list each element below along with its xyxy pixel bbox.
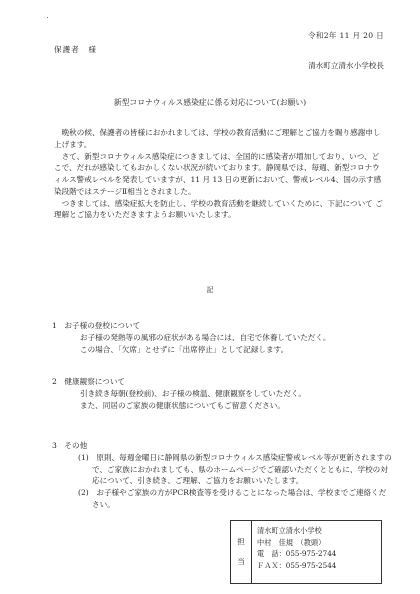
ki-heading: 記 — [206, 286, 214, 294]
body-paragraph: 晩秋の候、保護者の皆様におかれましては、学校の教育活動にご理解とご協力を賜り感謝申し上げます。 — [54, 128, 381, 149]
other-item: (1) 原則、毎週金曜日に静岡県の新型コロナウィルス感染症警戒レベル等が更新されますので、ご家族におかれましても、県のホームページでご確認いただくとともに、学校の対応について、引き続き、ご理解、ご協力をお願いいたします。 — [78, 452, 392, 486]
section-attendance — [52, 320, 392, 355]
body-text — [54, 127, 386, 221]
other-item: (2) お子様やご家族の方がPCR検査等を受けることになった場合は、学校までご連絡ください。 — [78, 488, 387, 509]
recipient: 保護者 様 — [54, 45, 97, 54]
section-line: また、同居のご家族の健康状態についてもご留意ください。 — [80, 400, 285, 410]
section-line: 引き続き毎朝(登校前)、お子様の検温、健康観察をしていただく。 — [80, 388, 306, 398]
document-title: 新型コロナウィルス感染症に係る対応について(お願い) — [113, 98, 307, 107]
scan-speck — [47, 17, 48, 18]
contact-label-bottom: 当 — [237, 557, 245, 566]
issue-date: 令和2年 11 月 20 日 — [308, 31, 384, 40]
contact-phone: 電 話：055-975-2744 — [257, 549, 337, 559]
contact-label-top: 担 — [237, 537, 245, 547]
body-paragraph: さて、新型コロナウィルス感染症につきましては、全国的に感染者が増加しており、いつ、どこで、だれが感染してもおかしくない状況が続いております。静岡県では、毎週、新型コロナウィルス警戒レベルを発表していますが、11 月 13 日の更新において、警戒レベル4、国の示す感染段階ではステージⅡ相当とされました。 — [54, 151, 382, 196]
section-health-check — [52, 376, 392, 411]
section-heading: 2 健康観察について — [52, 377, 126, 386]
contact-fax: ＦＡＸ：055-975-2544 — [257, 560, 337, 570]
section-heading: 3 その他 — [52, 441, 88, 450]
section-line: お子様の発熱等の風邪の症状がある場合には、自宅で休養していただく。 — [80, 332, 331, 342]
section-line: この場合、「欠席」とせずに「出席停止」として記録します。 — [80, 344, 289, 354]
contact-details — [257, 525, 336, 571]
section-other — [52, 440, 392, 511]
contact-label — [231, 521, 252, 583]
contact-box — [230, 520, 382, 584]
body-paragraph: つきましては、感染症拡大を防止し、学校の教育活動を継続していくために、下記について ご理解とご協力をいただきますようお願いいたします。 — [54, 198, 383, 220]
section-heading: 1 お子様の登校について — [52, 321, 141, 330]
contact-school: 清水町立清水小学校 — [257, 526, 322, 535]
contact-person: 中村 佳規 （教頭） — [257, 537, 326, 547]
sender: 清水町立清水小学校長 — [308, 61, 384, 70]
